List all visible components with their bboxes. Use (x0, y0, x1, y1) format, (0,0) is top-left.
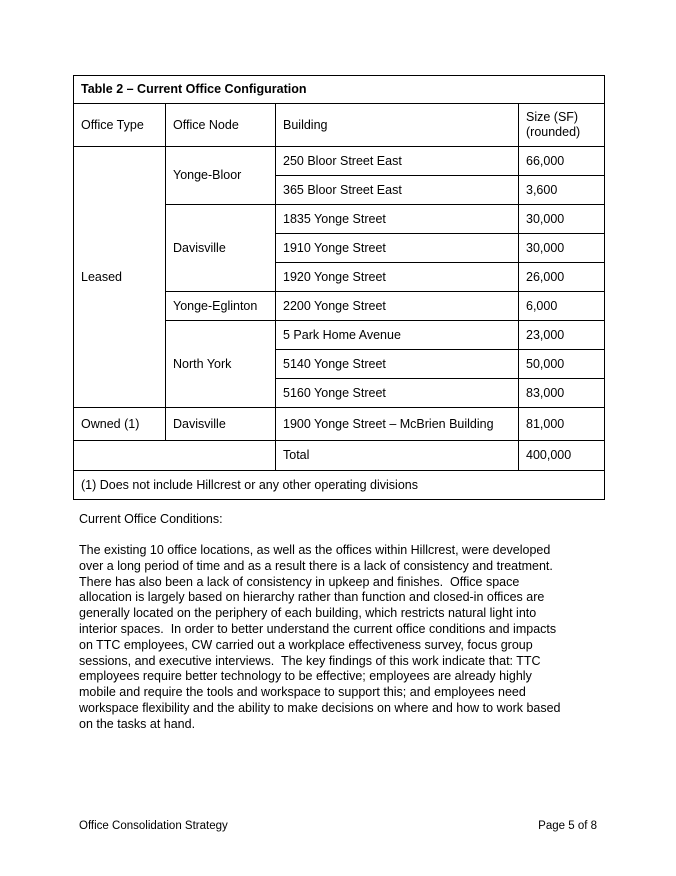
footer-page-number: Page 5 of 8 (538, 820, 597, 832)
cell-office-node-north-york: North York (166, 321, 276, 408)
paragraph-line: There has also been a lack of consistency in upkeep and finishes. Office space (79, 574, 520, 589)
table-header-row (74, 104, 605, 147)
cell-total-label: Total (276, 441, 519, 471)
table-row (74, 147, 605, 176)
paragraph-line: workspace flexibility and the ability to make decisions on where and how to work based (79, 700, 561, 715)
footer-document-title: Office Consolidation Strategy (79, 820, 228, 832)
cell-size: 23,000 (519, 321, 605, 350)
paragraph-line: interior spaces. In order to better understand the current office conditions and impacts (79, 621, 557, 636)
cell-size: 81,000 (519, 408, 605, 441)
paragraph-line: allocation is largely based on hierarchy rather than function and closed-in offices are (79, 590, 545, 605)
cell-size: 26,000 (519, 263, 605, 292)
cell-building: 1835 Yonge Street (276, 205, 519, 234)
body-paragraph (79, 543, 613, 733)
section-heading: Current Office Conditions: (79, 512, 223, 526)
cell-office-node-yonge-eglinton: Yonge-Eglinton (166, 292, 276, 321)
table-title: Table 2 – Current Office Configuration (74, 76, 605, 104)
col-header-office-type: Office Type (74, 104, 166, 147)
cell-building: 5160 Yonge Street (276, 379, 519, 408)
table-title-row (74, 76, 605, 104)
cell-total-size: 400,000 (519, 441, 605, 471)
paragraph-line: employees require better technology to be effective; employees are already highly (79, 669, 532, 684)
table-footnote-row (74, 471, 605, 500)
paragraph-line: over a long period of time and as a result there is a lack of consistency and treatment. (79, 558, 553, 573)
cell-size: 3,600 (519, 176, 605, 205)
cell-building: 5140 Yonge Street (276, 350, 519, 379)
paragraph-line: generally located on the periphery of each building, which restricts natural light into (79, 606, 537, 621)
table-footnote: (1) Does not include Hillcrest or any other operating divisions (74, 471, 605, 500)
cell-size: 66,000 (519, 147, 605, 176)
cell-building: 1920 Yonge Street (276, 263, 519, 292)
cell-size: 6,000 (519, 292, 605, 321)
table-row-total (74, 441, 605, 471)
col-header-building: Building (276, 104, 519, 147)
cell-office-node-davisville-owned: Davisville (166, 408, 276, 441)
cell-building: 250 Bloor Street East (276, 147, 519, 176)
office-configuration-table (73, 75, 605, 500)
cell-building: 365 Bloor Street East (276, 176, 519, 205)
paragraph-line: mobile and require the tools and workspace to support this; and employees need (79, 685, 526, 700)
cell-empty (74, 441, 276, 471)
cell-office-node-yonge-bloor: Yonge-Bloor (166, 147, 276, 205)
cell-office-node-davisville: Davisville (166, 205, 276, 292)
cell-building: 5 Park Home Avenue (276, 321, 519, 350)
paragraph-line: on the tasks at hand. (79, 716, 196, 731)
paragraph-line: on TTC employees, CW carried out a workplace effectiveness survey, focus group (79, 637, 533, 652)
cell-office-type-leased: Leased (74, 147, 166, 408)
cell-size: 83,000 (519, 379, 605, 408)
cell-size: 30,000 (519, 234, 605, 263)
cell-size: 50,000 (519, 350, 605, 379)
col-header-office-node: Office Node (166, 104, 276, 147)
paragraph-line: sessions, and executive interviews. The key findings of this work indicate that: TTC (79, 653, 541, 668)
cell-building: 2200 Yonge Street (276, 292, 519, 321)
paragraph-line: The existing 10 office locations, as well as the offices within Hillcrest, were developed (79, 543, 551, 557)
cell-office-type-owned: Owned (1) (74, 408, 166, 441)
col-header-size: Size (SF) (rounded) (519, 104, 605, 147)
table-row-owned (74, 408, 605, 441)
cell-size: 30,000 (519, 205, 605, 234)
page-footer (79, 820, 597, 832)
cell-building: 1900 Yonge Street – McBrien Building (276, 408, 519, 441)
cell-building: 1910 Yonge Street (276, 234, 519, 263)
